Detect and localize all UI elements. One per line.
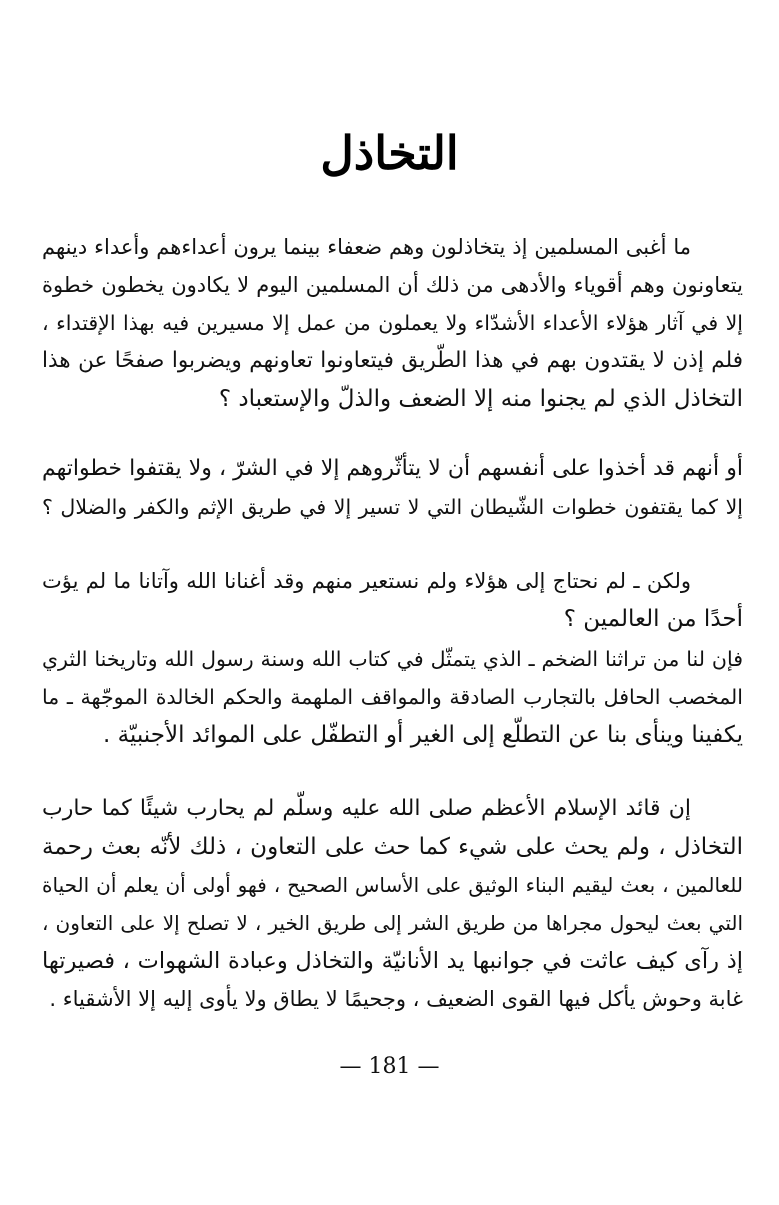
paragraph-5	[42, 790, 743, 1018]
paragraph-line: التخاذل ، ولم يحث على شيء كما حث على التعاون ، ذلك لأنّه بعث رحمة	[42, 834, 743, 860]
paragraph-line: غابة وحوش يأكل فيها القوى الضعيف ، وجحيمًا لا يطاق ولا يأوى إليه إلا الأشقياء .	[49, 987, 743, 1011]
paragraph-line: التي بعث ليحول مجراها من طريق الشر إلى طريق الخير ، لا تصلح إلا على التعاون ،	[42, 911, 743, 935]
paragraph-1	[42, 228, 743, 418]
paragraph-line: أو أنهم قد أخذوا على أنفسهم أن لا يتأثّروهم إلا في الشرّ ، ولا يقتفوا خطواتهم	[42, 456, 743, 481]
chapter-title: التخاذل	[320, 126, 459, 180]
paragraph-line: يكفينا وينأى بنا عن التطلّع إلى الغير أو التطفّل على الموائد الأجنبيّة .	[102, 722, 743, 748]
paragraph-line: التخاذل الذي لم يجنوا منه إلا الضعف والذلّ والإستعباد ؟	[218, 386, 743, 412]
paragraph-line: إلا كما يقتفون خطوات الشّيطان التي لا تسير إلا في طريق الإثم والكفر والضلال ؟	[42, 495, 743, 519]
paragraph-4	[42, 640, 743, 754]
paragraph-2	[42, 450, 743, 526]
paragraph-line: أحدًا من العالمين ؟	[563, 606, 743, 632]
paragraph-line: للعالمين ، بعث ليقيم البناء الوثيق على الأساس الصحيح ، فهو أولى أن يعلم أن الحياة	[42, 873, 743, 897]
paragraph-line: يتعاونون وهم أقوياء والأدهى من ذلك أن المسلمين اليوم لا يكادون يخطون خطوة	[42, 273, 743, 297]
paragraph-line: إن قائد الإسلام الأعظم صلى الله عليه وسلّم لم يحارب شيئًا كما حارب	[42, 796, 691, 821]
paragraph-line: ولكن ـ لم نحتاج إلى هؤلاء ولم نستعير منهم وقد أغنانا الله وآتانا ما لم يؤت	[42, 569, 691, 593]
paragraph-line: فلم إذن لا يقتدون بهم في هذا الطّريق فيتعاونوا تعاونهم ويضربوا صفحًا عن هذا	[42, 348, 743, 373]
page-number: — 181 —	[339, 1054, 440, 1079]
paragraph-line: فإن لنا من تراثنا الضخم ـ الذي يتمثّل في كتاب الله وسنة رسول الله وتاريخنا الثري	[42, 647, 743, 671]
paragraph-3	[42, 562, 743, 638]
paragraph-line: إلا في آثار هؤلاء الأعداء الأشدّاء ولا يعملون من عمل إلا مسيرين فيه بهذا الإقتداء ،	[42, 311, 743, 335]
paragraph-line: المخصب الحافل بالتجارب الصادقة والمواقف الملهمة والحكم الخالدة الموجّهة ـ ما	[42, 685, 743, 709]
paragraph-line: ما أغبى المسلمين إذ يتخاذلون وهم ضعفاء بينما يرون أعداءهم وأعداء دينهم	[42, 235, 691, 259]
paragraph-line: إذ رآى كيف عاثت في جوانبها يد الأنانيّة والتخاذل وعبادة الشهوات ، فصيرتها	[42, 948, 743, 974]
